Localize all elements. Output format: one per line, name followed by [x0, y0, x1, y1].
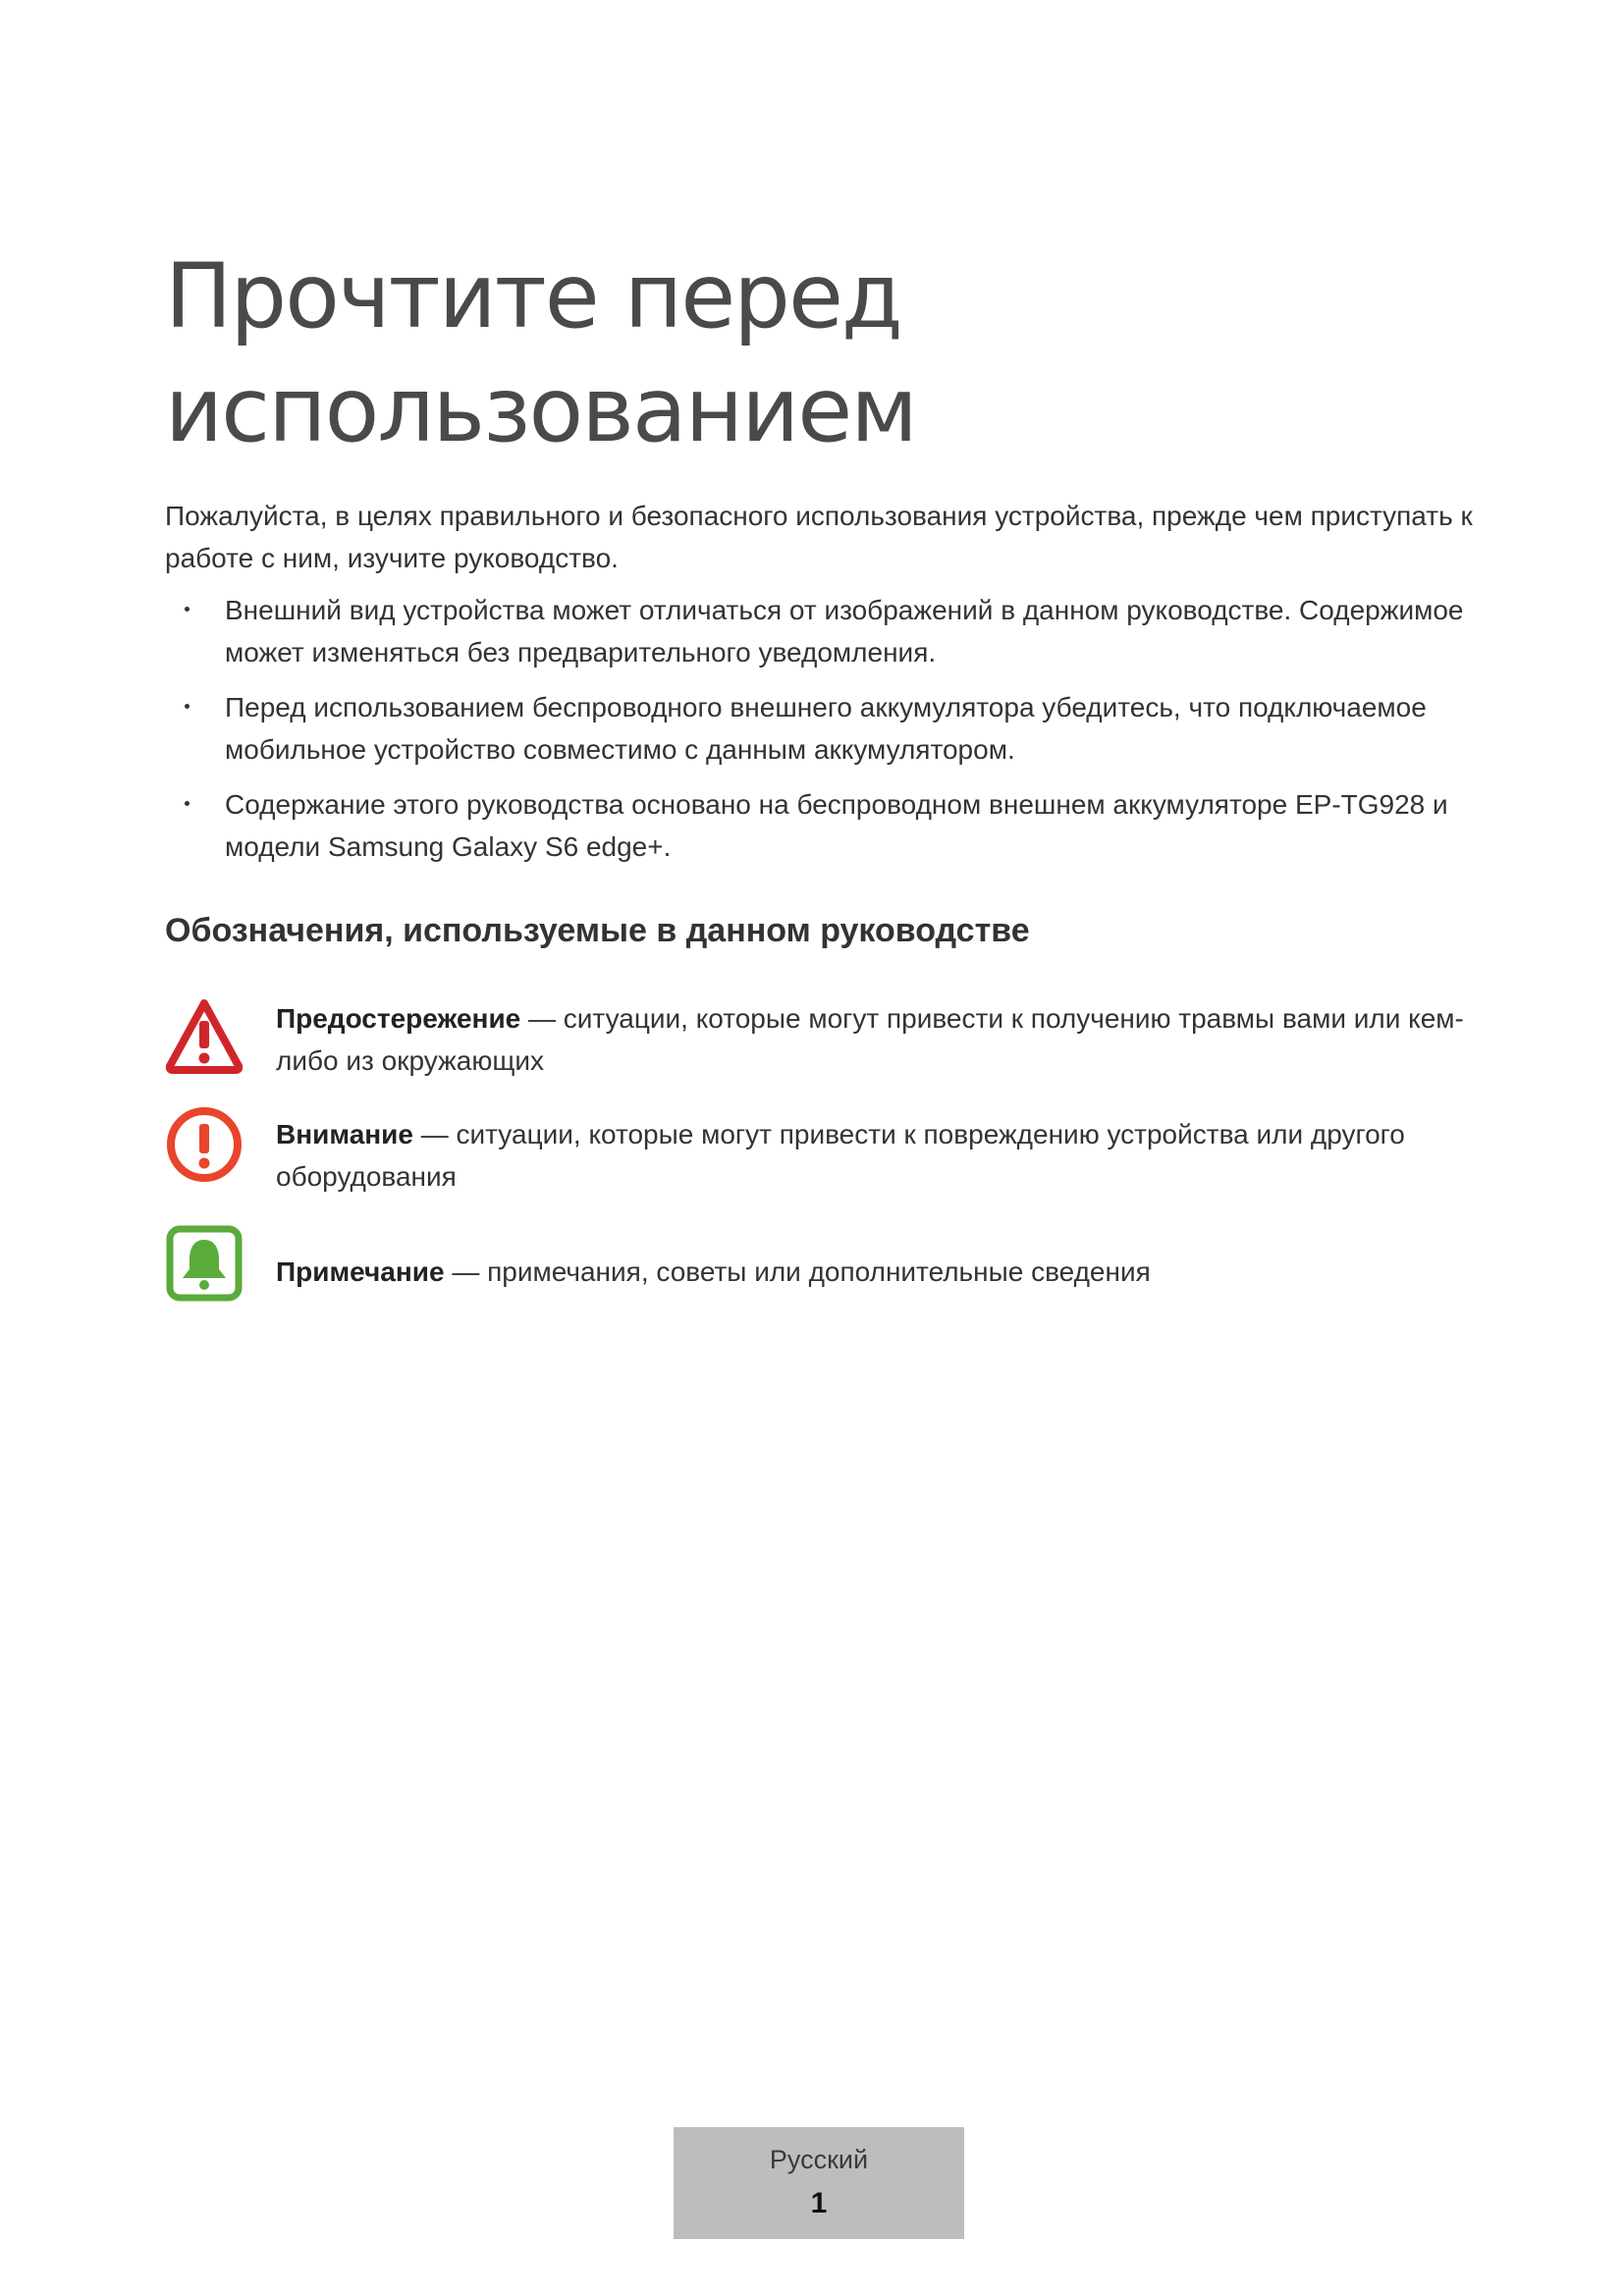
note-bell-icon	[165, 1224, 244, 1303]
list-item	[165, 589, 1481, 673]
page-footer	[674, 2127, 964, 2239]
notation-caution-text	[276, 1113, 1481, 1198]
list-item-text: Содержание этого руководства основано на беспроводном внешнем аккумуляторе EP-TG928 и модели Samsung Galaxy S6 edge+.	[225, 789, 1448, 862]
list-item	[165, 783, 1481, 868]
page-title	[165, 240, 916, 468]
warning-triangle-icon	[165, 997, 244, 1076]
notation-description: — ситуации, которые могут привести к получению травмы вами или кем-либо из окружающих	[276, 1003, 1464, 1076]
footer-language: Русский	[769, 2145, 869, 2174]
notation-note-text	[276, 1251, 1481, 1293]
list-item-text: Перед использованием беспроводного внешнего аккумулятора убедитесь, что подключаемое мобильное устройство совместимо с данным аккумулятором.	[225, 692, 1427, 765]
notation-label: Предостережение	[276, 1003, 521, 1034]
bullet-list	[165, 589, 1481, 881]
notation-label: Примечание	[276, 1256, 445, 1287]
page-title-line-2: использованием	[165, 359, 916, 462]
bullet-dot-icon	[185, 801, 189, 806]
page-title-line-1: Прочтите перед	[165, 245, 901, 348]
bullet-dot-icon	[185, 704, 189, 709]
list-item	[165, 686, 1481, 771]
page-number: 1	[810, 2187, 828, 2219]
notation-warning-text	[276, 997, 1481, 1082]
notation-label: Внимание	[276, 1119, 413, 1149]
bullet-dot-icon	[185, 607, 189, 612]
notation-description: — примечания, советы или дополнительные сведения	[444, 1256, 1151, 1287]
caution-circle-icon	[165, 1105, 244, 1184]
list-item-text: Внешний вид устройства может отличаться от изображений в данном руководстве. Содержимое может изменяться без предварительного уведомления.	[225, 595, 1464, 667]
intro-paragraph: Пожалуйста, в целях правильного и безопасного использования устройства, прежде чем приступать к работе с ним, изучите руководство.	[165, 501, 1473, 573]
section-heading: Обозначения, используемые в данном руководстве	[165, 912, 1030, 949]
notation-description: — ситуации, которые могут привести к повреждению устройства или другого оборудования	[276, 1119, 1405, 1192]
